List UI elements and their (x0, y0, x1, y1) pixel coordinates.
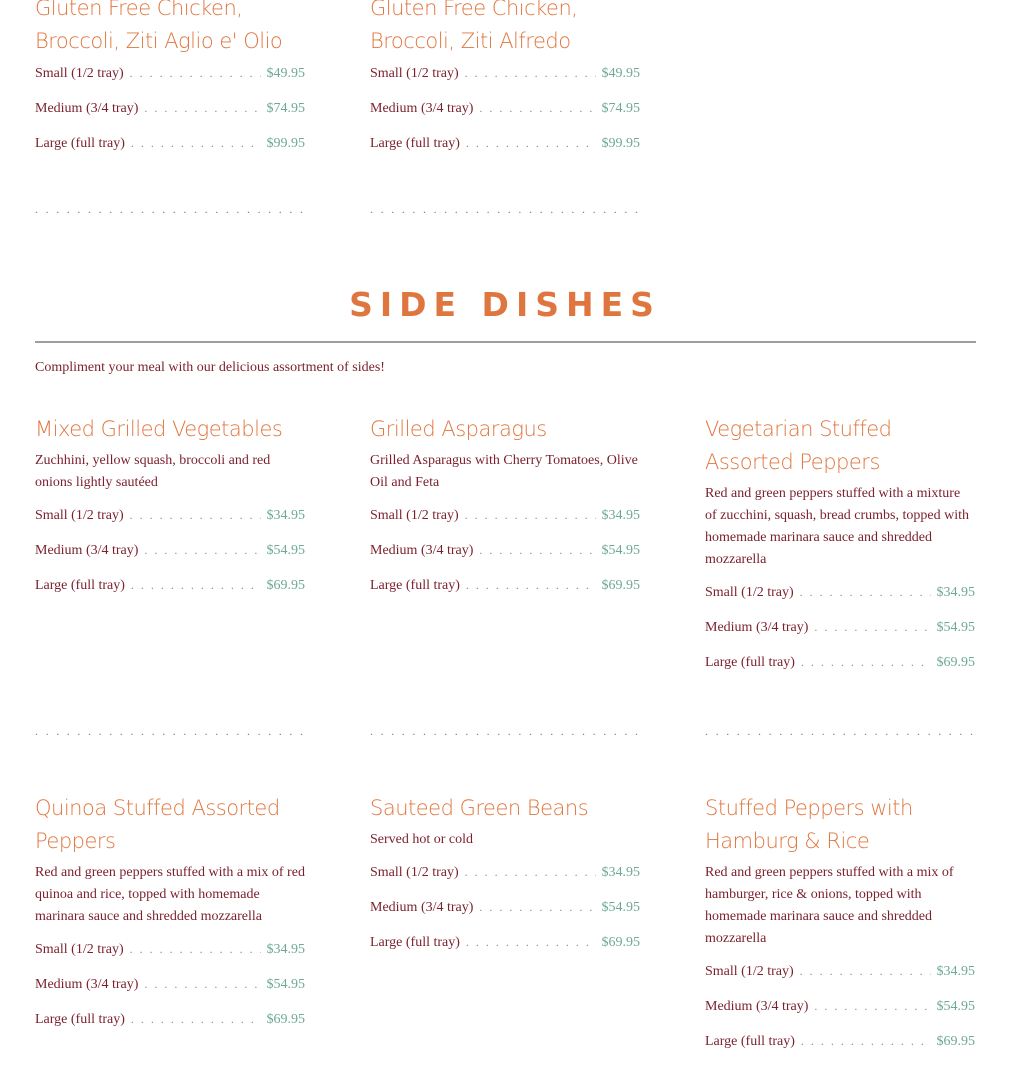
dot-leader (800, 964, 931, 979)
price-row-small (705, 964, 975, 999)
price-value: $69.95 (601, 578, 640, 593)
price-value: $54.95 (936, 620, 975, 635)
dot-leader (466, 935, 596, 950)
size-label: Large (full tray) (370, 136, 460, 151)
dot-leader (465, 508, 596, 523)
size-label: Medium (3/4 tray) (370, 900, 474, 915)
price-row-small (35, 942, 305, 977)
price-value: $34.95 (936, 585, 975, 600)
menu-item-card (35, 413, 305, 613)
price-list (35, 508, 305, 613)
price-row-medium (35, 101, 305, 136)
price-row-medium (370, 101, 640, 136)
menu-item-name: Gluten Free Chicken, Broccoli, Ziti Aglio e' Olio (35, 0, 283, 53)
price-list (370, 66, 640, 171)
section-rule (35, 341, 976, 343)
price-row-small (705, 585, 975, 620)
price-row-medium (35, 543, 305, 578)
size-label: Small (1/2 tray) (370, 508, 459, 523)
section-title: SIDE DISHES (349, 285, 661, 324)
price-row-medium (370, 900, 640, 935)
dot-leader (465, 865, 596, 880)
size-label: Large (full tray) (35, 136, 125, 151)
menu-item-card (705, 792, 975, 1069)
dotted-separator (35, 202, 305, 216)
section-intro: Compliment your meal with our delicious assortment of sides! (35, 360, 385, 375)
dot-leader (144, 101, 260, 116)
price-row-small (35, 66, 305, 101)
dotted-separator (370, 724, 640, 738)
menu-item-description: Zuchhini, yellow squash, broccoli and red onions lightly sautéed (35, 453, 271, 490)
size-label: Small (1/2 tray) (370, 66, 459, 81)
price-value: $69.95 (266, 1012, 305, 1027)
price-value: $49.95 (601, 66, 640, 81)
price-value: $69.95 (936, 655, 975, 670)
price-list (705, 585, 975, 690)
dotted-separator (370, 202, 640, 216)
menu-item-description: Red and green peppers stuffed with a mix of hamburger, rice & onions, topped with homemade marinara sauce and shredded mozzarella (705, 865, 954, 946)
size-label: Small (1/2 tray) (35, 508, 124, 523)
price-list (370, 508, 640, 613)
price-value: $74.95 (266, 101, 305, 116)
dot-leader (466, 136, 596, 151)
menu-item-name: Stuffed Peppers with Hamburg & Rice (705, 796, 913, 853)
price-row-large (370, 935, 640, 970)
price-row-small (370, 66, 640, 101)
price-value: $34.95 (936, 964, 975, 979)
size-label: Large (full tray) (705, 655, 795, 670)
price-row-large (705, 655, 975, 690)
price-list (35, 66, 305, 171)
size-label: Small (1/2 tray) (705, 585, 794, 600)
size-label: Small (1/2 tray) (705, 964, 794, 979)
dotted-separator (35, 724, 305, 738)
size-label: Small (1/2 tray) (35, 66, 124, 81)
price-value: $69.95 (601, 935, 640, 950)
size-label: Medium (3/4 tray) (35, 101, 139, 116)
menu-item-card-top-2 (370, 0, 640, 171)
price-value: $34.95 (266, 508, 305, 523)
dot-leader (801, 655, 931, 670)
price-row-large (705, 1034, 975, 1069)
dot-leader (131, 578, 261, 593)
menu-item-name: Grilled Asparagus (370, 417, 547, 441)
price-list (705, 964, 975, 1069)
size-label: Large (full tray) (370, 578, 460, 593)
price-row-large (35, 136, 305, 171)
price-value: $69.95 (936, 1034, 975, 1049)
size-label: Small (1/2 tray) (370, 865, 459, 880)
price-value: $34.95 (601, 865, 640, 880)
menu-item-name: Mixed Grilled Vegetables (35, 417, 283, 441)
dot-leader (465, 66, 596, 81)
dot-leader (466, 578, 596, 593)
price-row-large (35, 578, 305, 613)
dot-leader (130, 942, 261, 957)
menu-item-card (370, 792, 640, 970)
menu-item-card-top-1 (35, 0, 305, 171)
price-row-small (35, 508, 305, 543)
price-list (370, 865, 640, 970)
price-row-small (370, 508, 640, 543)
dot-leader (479, 543, 595, 558)
dot-leader (131, 136, 261, 151)
size-label: Medium (3/4 tray) (35, 977, 139, 992)
dot-leader (144, 977, 260, 992)
dot-leader (131, 1012, 261, 1027)
dot-leader (130, 508, 261, 523)
price-value: $54.95 (601, 900, 640, 915)
menu-item-description: Grilled Asparagus with Cherry Tomatoes, Olive Oil and Feta (370, 453, 638, 490)
size-label: Medium (3/4 tray) (370, 101, 474, 116)
price-row-medium (705, 620, 975, 655)
menu-item-name: Sauteed Green Beans (370, 796, 589, 820)
price-value: $99.95 (266, 136, 305, 151)
dot-leader (814, 999, 930, 1014)
menu-item-name: Vegetarian Stuffed Assorted Peppers (705, 417, 892, 474)
menu-item-name: Quinoa Stuffed Assorted Peppers (35, 796, 280, 853)
price-value: $54.95 (266, 977, 305, 992)
price-value: $69.95 (266, 578, 305, 593)
dotted-separator (705, 724, 975, 738)
dot-leader (479, 101, 595, 116)
price-row-medium (370, 543, 640, 578)
price-value: $54.95 (936, 999, 975, 1014)
price-value: $34.95 (266, 942, 305, 957)
price-value: $54.95 (601, 543, 640, 558)
size-label: Large (full tray) (35, 578, 125, 593)
price-row-large (370, 578, 640, 613)
price-value: $34.95 (601, 508, 640, 523)
size-label: Small (1/2 tray) (35, 942, 124, 957)
menu-item-description: Red and green peppers stuffed with a mix of red quinoa and rice, topped with homemade marinara sauce and shredded mozzarella (35, 865, 305, 924)
price-row-medium (35, 977, 305, 1012)
price-value: $49.95 (266, 66, 305, 81)
size-label: Medium (3/4 tray) (705, 999, 809, 1014)
size-label: Large (full tray) (370, 935, 460, 950)
size-label: Large (full tray) (35, 1012, 125, 1027)
size-label: Large (full tray) (705, 1034, 795, 1049)
menu-item-card (370, 413, 640, 613)
dot-leader (130, 66, 261, 81)
price-value: $54.95 (266, 543, 305, 558)
price-row-large (370, 136, 640, 171)
price-list (35, 942, 305, 1047)
menu-item-card (35, 792, 305, 1047)
size-label: Medium (3/4 tray) (705, 620, 809, 635)
menu-item-name: Gluten Free Chicken, Broccoli, Ziti Alfredo (370, 0, 578, 53)
price-row-medium (705, 999, 975, 1034)
price-value: $99.95 (601, 136, 640, 151)
menu-item-description: Red and green peppers stuffed with a mixture of zucchini, squash, bread crumbs, topped with homemade marinara sauce and shredded mozzarella (705, 486, 969, 567)
menu-item-description: Served hot or cold (370, 832, 474, 847)
price-row-large (35, 1012, 305, 1047)
menu-item-card (705, 413, 975, 690)
price-row-small (370, 865, 640, 900)
dot-leader (144, 543, 260, 558)
dot-leader (814, 620, 930, 635)
dot-leader (801, 1034, 931, 1049)
size-label: Medium (3/4 tray) (35, 543, 139, 558)
dot-leader (800, 585, 931, 600)
size-label: Medium (3/4 tray) (370, 543, 474, 558)
dot-leader (479, 900, 595, 915)
price-value: $74.95 (601, 101, 640, 116)
